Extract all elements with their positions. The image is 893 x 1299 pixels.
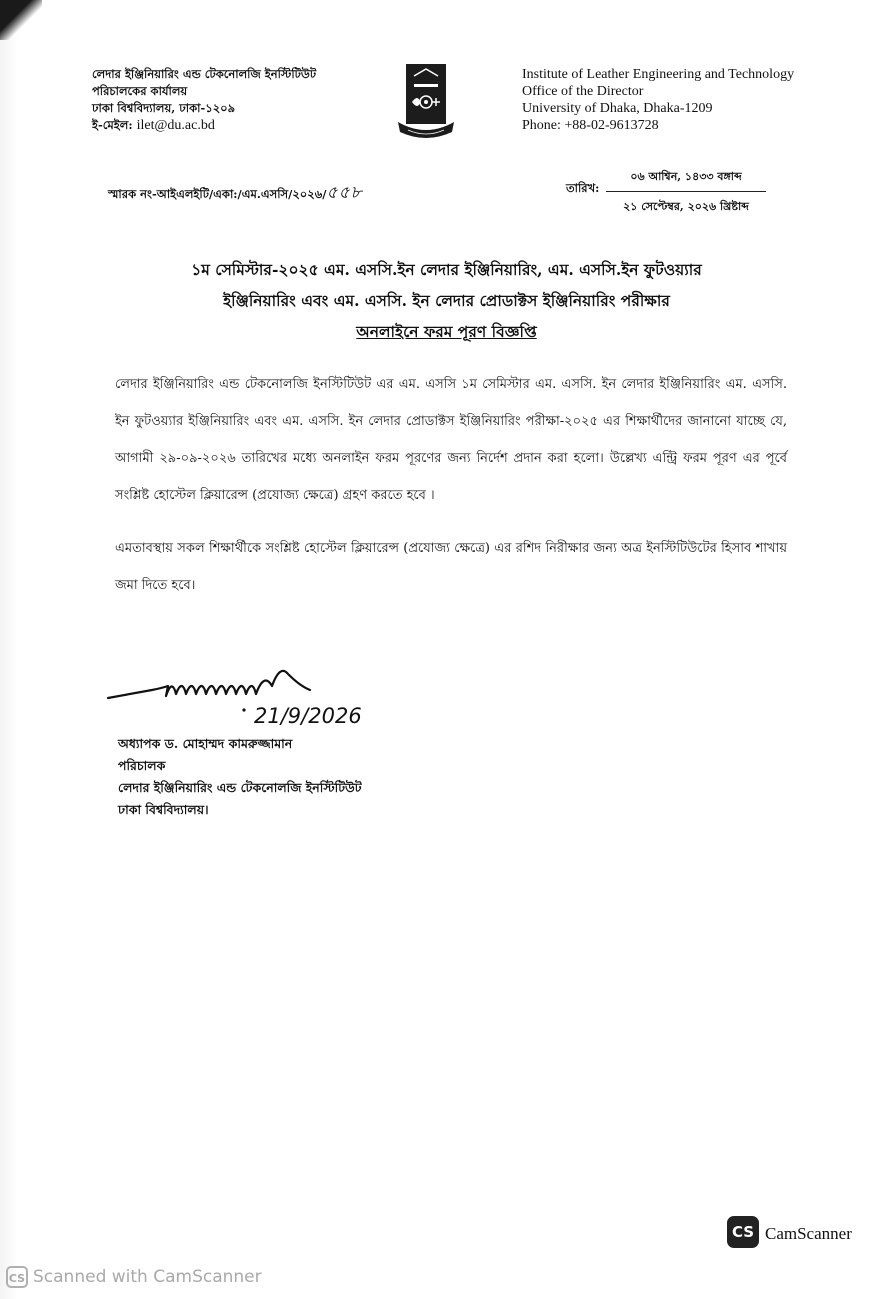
university-logo bbox=[394, 62, 458, 142]
institute-name-bn: লেদার ইঞ্জিনিয়ারিং এন্ড টেকনোলজি ইনস্টিটিউট bbox=[92, 67, 317, 81]
letterhead-english bbox=[522, 66, 794, 134]
signer-block bbox=[118, 733, 362, 821]
memo-reference bbox=[108, 180, 363, 208]
date-label: তারিখ: bbox=[566, 181, 600, 195]
email-label-bn: ই-মেইল: bbox=[92, 118, 133, 132]
watermark-text: Scanned with CamScanner bbox=[33, 1267, 262, 1287]
bangla-calendar-date: ০৬ আশ্বিন, ১৪৩৩ বঙ্গাব্দ bbox=[606, 168, 766, 192]
address-en: University of Dhaka, Dhaka-1209 bbox=[522, 101, 713, 116]
signer-institute: লেদার ইঞ্জিনিয়ারিং এন্ড টেকনোলজি ইনস্টিটিউট bbox=[118, 780, 362, 795]
letterhead bbox=[92, 62, 812, 142]
signer-designation: পরিচালক bbox=[118, 758, 166, 773]
memo-reference-label: স্মারক নং-আইএলইটি/একা:/এম.এসসি/২০২৬/ bbox=[108, 187, 327, 201]
letterhead-bangla bbox=[92, 66, 316, 134]
email-line bbox=[92, 117, 316, 134]
phone-en: Phone: +88-02-9613728 bbox=[522, 118, 659, 133]
signer-name: অধ্যাপক ড. মোহাম্মদ কামরুজ্জামান bbox=[118, 736, 293, 751]
gregorian-date: ২১ সেপ্টেম্বর, ২০২৬ খ্রিষ্টাব্দ bbox=[623, 200, 749, 213]
scan-corner-shadow bbox=[0, 0, 42, 40]
address-bn: ঢাকা বিশ্ববিদ্যালয়, ঢাকা-১২০৯ bbox=[92, 101, 236, 115]
date-block bbox=[606, 168, 766, 217]
body-paragraph-2: এমতাবস্থায় সকল শিক্ষার্থীকে সংশ্লিষ্ট হোস্টেল ক্লিয়ারেন্স (প্রযোজ্য ক্ষেত্রে) এর রশিদ নিরীক্ষার জন্য অত্র ইনস্টিটিউটের হিসাব শাখায় জমা দিতে হবে। bbox=[115, 541, 787, 593]
scan-edge-shade bbox=[0, 0, 18, 1299]
email-address: ilet@du.ac.bd bbox=[136, 118, 215, 133]
signature-area bbox=[104, 660, 404, 740]
camscanner-brand: CamScanner bbox=[765, 1224, 852, 1243]
title-line-2: ইঞ্জিনিয়ারিং এবং এম. এসসি. ইন লেদার প্রোডাক্টস ইঞ্জিনিয়ারিং পরীক্ষার bbox=[223, 291, 670, 310]
signer-university: ঢাকা বিশ্ববিদ্যালয়। bbox=[118, 802, 209, 817]
camscanner-logo-icon: CS bbox=[727, 1216, 759, 1248]
reference-row bbox=[108, 168, 768, 218]
office-name-en: Office of the Director bbox=[522, 84, 644, 99]
signature-date-handwritten: 21/9/2026 bbox=[254, 704, 362, 728]
notice-title bbox=[80, 254, 813, 347]
memo-number-handwritten: ৫৫৮ bbox=[326, 183, 363, 203]
camscanner-mini-icon: CS bbox=[6, 1266, 28, 1288]
title-line-1: ১ম সেমিস্টার-২০২৫ এম. এসসি.ইন লেদার ইঞ্জিনিয়ারিং, এম. এসসি.ইন ফুটওয়্যার bbox=[191, 260, 702, 279]
institute-name-en: Institute of Leather Engineering and Technology bbox=[522, 67, 795, 82]
office-name-bn: পরিচালকের কার্যালয় bbox=[92, 84, 188, 98]
scan-watermark bbox=[6, 1266, 262, 1288]
title-line-3: অনলাইনে ফরম পূরণ বিজ্ঞপ্তি bbox=[356, 322, 537, 341]
body-paragraph-1: লেদার ইঞ্জিনিয়ারিং এন্ড টেকনোলজি ইনস্টিটিউট এর এম. এসসি ১ম সেমিস্টার এম. এসসি. ইন লেদার ইঞ্জিনিয়ারিং এম. এসসি. ইন ফুটওয়্যার ইঞ্জিনিয়ারিং এবং এম. এসসি. ইন লেদার প্রোডাক্টস ইঞ্জিনিয়ারিং পরীক্ষা-২০২৫ এর শিক্ষার্থীদের জানানো যাচ্ছে যে, আগামী ২৯-০৯-২০২৬ তারিখের মধ্যে অনলাইন ফরম পূরণের জন্য নির্দেশ প্রদান করা হলো। উল্লেখ্য এন্ট্রি ফরম পূরণ এর পূর্বে সংশ্লিষ্ট হোস্টেল ক্লিয়ারেন্স (প্রযোজ্য ক্ষেত্রে) গ্রহণ করতে হবে । bbox=[115, 377, 787, 503]
